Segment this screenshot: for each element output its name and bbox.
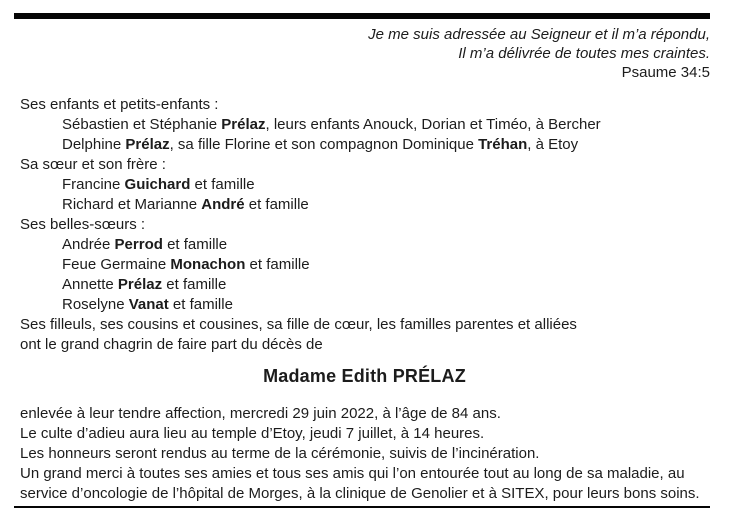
announcement-line (20, 155, 715, 175)
announcement-line (20, 275, 715, 295)
details-line: Un grand merci à toutes ses amies et tous ses amis qui l’on entourée tout au long de sa maladie, au (20, 465, 685, 482)
announcement-text: Francine (62, 176, 125, 193)
announcement-text: et famille (244, 196, 309, 213)
announcement-line (20, 175, 715, 195)
announcement-text: et famille (168, 296, 233, 313)
announcement-text: Richard et Marianne (62, 196, 202, 213)
announcement-text: et famille (162, 276, 227, 293)
family-surname: Perrod (114, 236, 163, 253)
announcement-line (20, 335, 715, 355)
announcement-text: Annette (62, 276, 118, 293)
announcement-text: ont le grand chagrin de faire part du décès de (20, 336, 323, 353)
family-surname: André (201, 196, 245, 213)
details-line: enlevée à leur tendre affection, mercredi 29 juin 2022, à l’âge de 84 ans. (20, 405, 501, 422)
announcement-line (20, 195, 715, 215)
announcement-line (20, 255, 715, 275)
announcement-text: Ses belles-sœurs : (20, 216, 146, 233)
announcement-line (20, 215, 715, 235)
announcement-line (20, 235, 715, 255)
announcement-text: Ses filleuls, ses cousins et cousines, sa fille de cœur, les familles parentes et alliées (20, 316, 577, 333)
family-surname: Prélaz (221, 116, 266, 133)
details-line: Le culte d’adieu aura lieu au temple d’Etoy, jeudi 7 juillet, à 14 heures. (20, 425, 485, 442)
family-surname: Prélaz (125, 136, 170, 153)
announcement-text: et famille (245, 256, 310, 273)
announcement-line (20, 95, 715, 115)
deceased-name: Madame Edith PRÉLAZ (263, 366, 466, 386)
announcement-text: Ses enfants et petits-enfants : (20, 96, 219, 113)
quote-attribution: Psaume 34:5 (621, 64, 710, 81)
quote-line: Il m’a délivrée de toutes mes craintes. (458, 45, 710, 62)
details-line: service d’oncologie de l’hôpital de Morges, à la clinique de Genolier et à SITEX, pour leurs bons soins. (20, 485, 700, 502)
quote-line: Je me suis adressée au Seigneur et il m’a répondu, (368, 26, 710, 43)
announcement-lines (20, 95, 715, 355)
details-lines (20, 404, 715, 504)
announcement-text: Sébastien et Stéphanie (62, 116, 222, 133)
details-line: Les honneurs seront rendus au terme de la cérémonie, suivis de l’incinération. (20, 445, 540, 462)
announcement-text: , sa fille Florine et son compagnon Dominique (169, 136, 479, 153)
family-surname: Monachon (170, 256, 246, 273)
announcement-line (20, 295, 715, 315)
family-surname: Vanat (128, 296, 169, 313)
announcement-text: , leurs enfants Anouck, Dorian et Timéo, à Bercher (265, 116, 601, 133)
announcement-text: Roselyne (62, 296, 129, 313)
announcement-line (20, 315, 715, 335)
family-surname: Tréhan (478, 136, 528, 153)
bottom-rule (14, 506, 710, 508)
family-surname: Guichard (124, 176, 191, 193)
announcement-text: Sa sœur et son frère : (20, 156, 166, 173)
announcement-text: et famille (190, 176, 255, 193)
announcement-text: Feue Germaine (62, 256, 171, 273)
announcement-text: Andrée (62, 236, 115, 253)
announcement-text: et famille (162, 236, 228, 253)
announcement-line (20, 115, 715, 135)
top-rule (14, 13, 710, 19)
announcement-line (20, 135, 715, 155)
announcement-text: , à Etoy (527, 136, 579, 153)
announcement-text: Delphine (62, 136, 126, 153)
scripture-quote (368, 25, 710, 82)
family-surname: Prélaz (117, 276, 163, 293)
